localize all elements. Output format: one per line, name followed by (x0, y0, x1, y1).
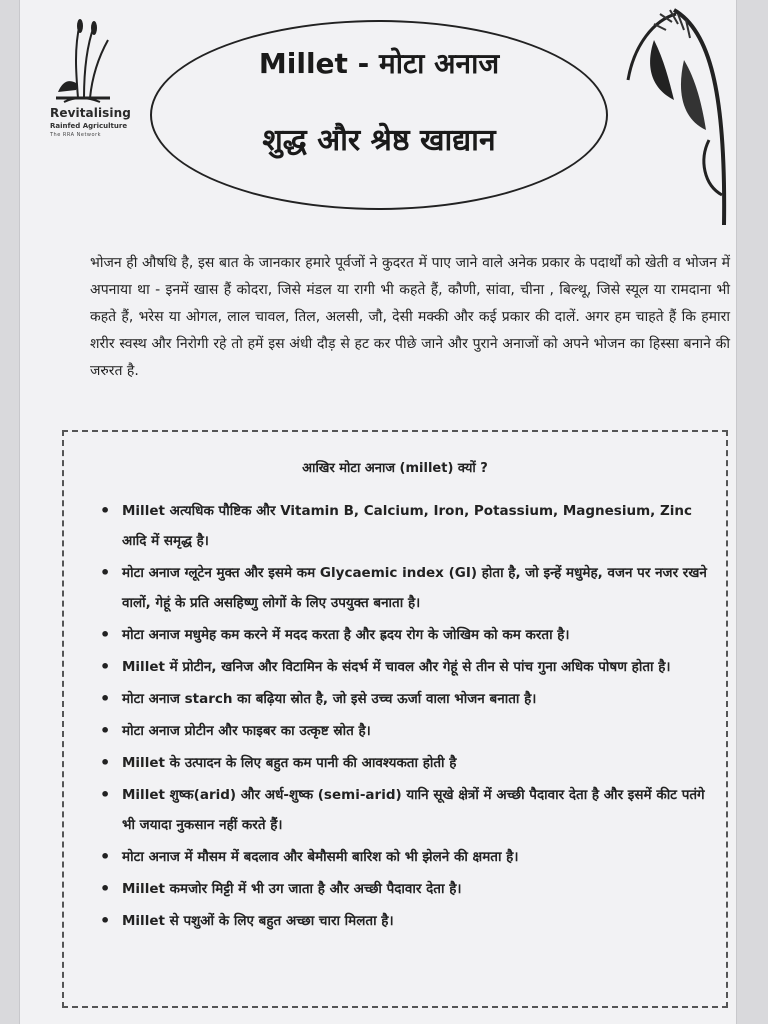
list-item-text: Millet के उत्पादन के लिए बहुत कम पानी की आवश्यकता होती है (122, 755, 457, 771)
list-item (94, 906, 714, 936)
bullet-icon: • (100, 721, 111, 740)
list-item-text: मोटा अनाज ग्लूटेन मुक्त और इसमे कम Glycaemic index (GI) होता है, जो इन्हें मधुमेह, वजन पर नजर रखने वालों, गेहूं के प्रति असहिष्णु लोगों के लिए उपयुक्त बनाता है। (122, 565, 707, 611)
logo-name: Revitalising (50, 106, 131, 120)
list-item-text: मोटा अनाज प्रोटीन और फाइबर का उत्कृष्ट स्रोत है। (122, 723, 371, 739)
list-item-text: Millet कमजोर मिट्टी में भी उग जाता है और अच्छी पैदावार देता है। (122, 881, 462, 897)
list-item-text: मोटा अनाज मधुमेह कम करने में मदद करता है और ह्रदय रोग के जोखिम को कम करता है। (122, 627, 570, 643)
list-item-text: Millet अत्यधिक पौष्टिक और Vitamin B, Calcium, Iron, Potassium, Magnesium, Zinc आदि में समृद्ध है। (122, 503, 693, 549)
list-item-text: Millet में प्रोटीन, खनिज और विटामिन के संदर्भ में चावल और गेहूं से तीन से पांच गुना अधिक पोषण होता है। (122, 659, 671, 675)
rra-logo (50, 18, 150, 148)
list-item (94, 842, 714, 872)
bullet-icon: • (100, 625, 111, 644)
benefits-box (62, 430, 728, 1008)
list-item-text: Millet से पशुओं के लिए बहुत अच्छा चारा मिलता है। (122, 913, 394, 929)
bullet-icon: • (100, 847, 111, 866)
logo-subtitle: Rainfed Agriculture (50, 122, 128, 130)
list-item-text: Millet शुष्क(arid) और अर्ध-शुष्क (semi-arid) यानि सूखे क्षेत्रों में अच्छी पैदावार देता है और इसमें कीट पतंगे भी जयादा नुकसान नहीं करते हैं। (122, 787, 705, 833)
millet-plant-logo-icon (50, 18, 130, 106)
poster-sheet (20, 0, 736, 1024)
bullet-icon: • (100, 911, 111, 930)
poster-title: Millet - मोटा अनाज (258, 47, 500, 80)
bullet-icon: • (100, 563, 111, 582)
list-item-text: मोटा अनाज starch का बढ़िया स्रोत है, जो इसे उच्च ऊर्जा वाला भोजन बनाता है। (122, 691, 537, 707)
logo-tagline: The RRA Network (50, 132, 102, 138)
benefits-list (94, 496, 714, 938)
list-item (94, 748, 714, 778)
list-item (94, 716, 714, 746)
list-item (94, 652, 714, 682)
poster-subtitle: शुद्ध और श्रेष्ठ खाद्यान (262, 123, 496, 158)
list-item (94, 496, 714, 556)
bullet-icon: • (100, 657, 111, 676)
list-item (94, 780, 714, 840)
intro-paragraph: भोजन ही औषधि है, इस बात के जानकार हमारे पूर्वजों ने कुदरत में पाए जाने वाले अनेक प्रकार के पदार्थों को खेती व भोजन में अपनाया था - इनमें खास हैं कोदरा, जिसे मंडल या रागी भी कहते हैं, कौणी, सांवा, चीना , बिल्थू, जिसे स्यूल या रामदाना भी कहते हैं, भरेस या ओगल, लाल चावल, तिल, अलसी, जौ, देसी मक्की और कई प्रकार की दालें. अगर हम चाहते हैं कि हमारा शरीर स्वस्थ और निरोगी रहे तो हमें इस अंधी दौड़ से हट कर पीछे जाने और पुराने अनाजों को अपने भोजन का हिस्सा बनाने की जरुरत है. (90, 255, 730, 379)
bullet-icon: • (100, 785, 111, 804)
millet-stalk-icon (614, 0, 744, 230)
list-item (94, 684, 714, 714)
list-item-text: मोटा अनाज में मौसम में बदलाव और बेमौसमी बारिश को भी झेलने की क्षमता है। (122, 849, 519, 865)
bullet-icon: • (100, 753, 111, 772)
bullet-icon: • (100, 689, 111, 708)
list-item (94, 558, 714, 618)
list-item (94, 874, 714, 904)
list-item (94, 620, 714, 650)
benefits-heading: आखिर मोटा अनाज (millet) क्यों ? (302, 461, 488, 476)
bullet-icon: • (100, 879, 111, 898)
bullet-icon: • (100, 501, 111, 520)
